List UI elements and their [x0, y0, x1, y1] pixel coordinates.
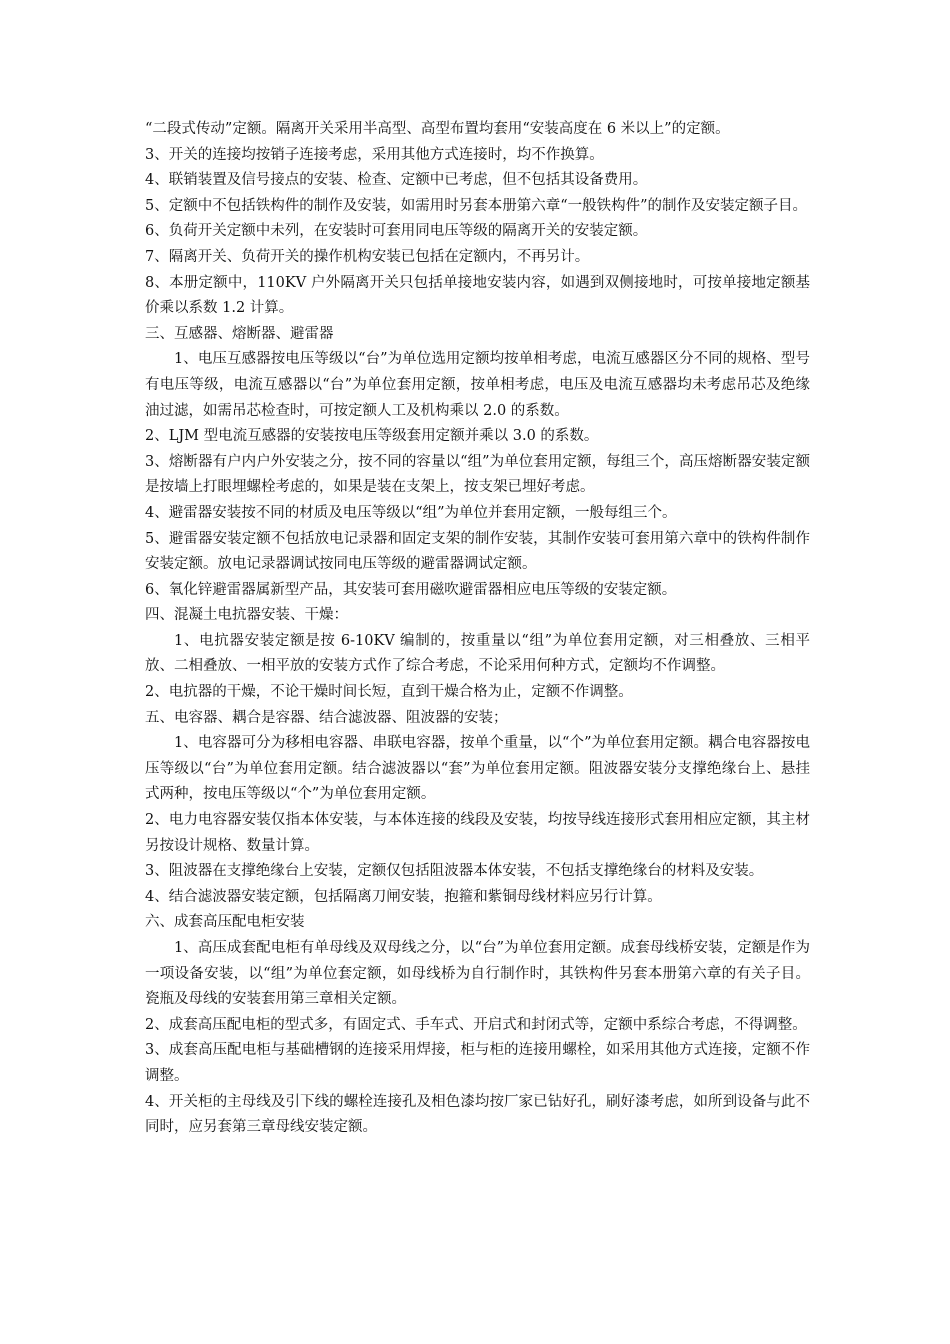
paragraph-item-1: 1、电容器可分为移相电容器、串联电容器，按单个重量，以“个”为单位套用定额。耦合电容器按电压等级以“台”为单位套用定额。结合滤波器以“套”为单位套用定额。阻波器安装分支撑绝缘台上、悬挂式两种，按电压等级以“个”为单位套用定额。 — [145, 735, 810, 803]
paragraph-item-2: 2、电力电容器安装仅指本体安装，与本体连接的线段及安装，均按导线连接形式套用相应定额，其主材另按设计规格、数量计算。 — [145, 812, 810, 854]
paragraph-item-4: 4、避雷器安装按不同的材质及电压等级以“组”为单位并套用定额，一般每组三个。 — [145, 504, 677, 521]
section-heading-4: 四、混凝土电抗器安装、干燥： — [145, 607, 348, 624]
paragraph-item-4: 4、开关柜的主母线及引下线的螺栓连接孔及相色漆均按厂家已钻好孔，刷好漆考虑，如所到设备与此不同时，应另套第三章母线安装定额。 — [145, 1093, 810, 1136]
paragraph-item-3: 3、成套高压配电柜与基础槽钢的连接采用焊接，柜与柜的连接用螺栓，如采用其他方式连接，定额不作调整。 — [145, 1042, 810, 1084]
section-heading-5: 五、电容器、耦合是容器、结合滤波器、阻波器的安装； — [145, 709, 508, 726]
paragraph-item-6: 6、负荷开关定额中未列，在安装时可套用同电压等级的隔离开关的安装定额。 — [145, 223, 648, 240]
document-page — [145, 117, 810, 1141]
paragraph-item-1: 1、电抗器安装定额是按 6-10KV 编制的，按重量以“组”为单位套用定额，对三相叠放、三相平放、二相叠放、一相平放的安装方式作了综合考虑，不论采用何种方式，定额均不作调整。 — [145, 632, 810, 675]
paragraph-item-7: 7、隔离开关、负荷开关的操作机构安装已包括在定额内，不再另计。 — [145, 248, 590, 265]
section-heading-3: 三、互感器、熔断器、避雷器 — [145, 325, 334, 342]
paragraph-item-8: 8、本册定额中，110KV 户外隔离开关只包括单接地安装内容，如遇到双侧接地时，可按单接地定额基价乘以系数 1.2 计算。 — [145, 274, 810, 317]
paragraph-item-3: 3、开关的连接均按销子连接考虑，采用其他方式连接时，均不作换算。 — [145, 146, 604, 163]
paragraph-item-5: 5、避雷器安装定额不包括放电记录器和固定支架的制作安装，其制作安装可套用第六章中的铁构件制作安装定额。放电记录器调试按同电压等级的避雷器调试定额。 — [145, 530, 810, 573]
paragraph-item-5: 5、定额中不包括铁构件的制作及安装，如需用时另套本册第六章“一般铁构件”的制作及安装定额子目。 — [145, 197, 808, 214]
paragraph-item-3: 3、阻波器在支撑绝缘台上安装，定额仅包括阻波器本体安装，不包括支撑绝缘台的材料及安装。 — [145, 863, 764, 880]
paragraph-item-3: 3、熔断器有户内户外安装之分，按不同的容量以“组”为单位套用定额，每组三个，高压熔断器安装定额是按墙上打眼埋螺栓考虑的，如果是装在支架上，按支架已埋好考虑。 — [145, 453, 810, 496]
paragraph-item-2: 2、电抗器的干燥，不论干燥时间长短，直到干燥合格为止，定额不作调整。 — [145, 684, 633, 701]
paragraph-item-1: 1、高压成套配电柜有单母线及双母线之分，以“台”为单位套用定额。成套母线桥安装，定额是作为一项设备安装，以“组”为单位套定额，如母线桥为自行制作时，其铁构件另套本册第六章的有关子目。瓷瓶及母线的安装套用第三章相关定额。 — [145, 940, 810, 1008]
paragraph-continuation: “二段式传动”定额。隔离开关采用半高型、高型布置均套用“安装高度在 6 米以上”的定额。 — [145, 121, 730, 137]
paragraph-item-4: 4、联销装置及信号接点的安装、检查、定额中已考虑，但不包括其设备费用。 — [145, 172, 648, 189]
section-heading-6: 六、成套高压配电柜安装 — [145, 914, 305, 931]
paragraph-item-2: 2、成套高压配电柜的型式多，有固定式、手车式、开启式和封闭式等，定额中系综合考虑，不得调整。 — [145, 1016, 807, 1033]
paragraph-item-2: 2、LJM 型电流互感器的安装按电压等级套用定额并乘以 3.0 的系数。 — [145, 428, 599, 445]
paragraph-item-4: 4、结合滤波器安装定额，包括隔离刀闸安装，抱箍和紫铜母线材料应另行计算。 — [145, 888, 662, 905]
paragraph-item-1: 1、电压互感器按电压等级以“台”为单位选用定额均按单相考虑，电流互感器区分不同的规格、型号有电压等级，电流互感器以“台”为单位套用定额，按单相考虑，电压及电流互感器均未考虑吊芯及绝缘油过滤，如需吊芯检查时，可按定额人工及机构乘以 2.0 的系数。 — [145, 351, 810, 419]
paragraph-item-6: 6、氧化锌避雷器属新型产品，其安装可套用磁吹避雷器相应电压等级的安装定额。 — [145, 581, 677, 598]
